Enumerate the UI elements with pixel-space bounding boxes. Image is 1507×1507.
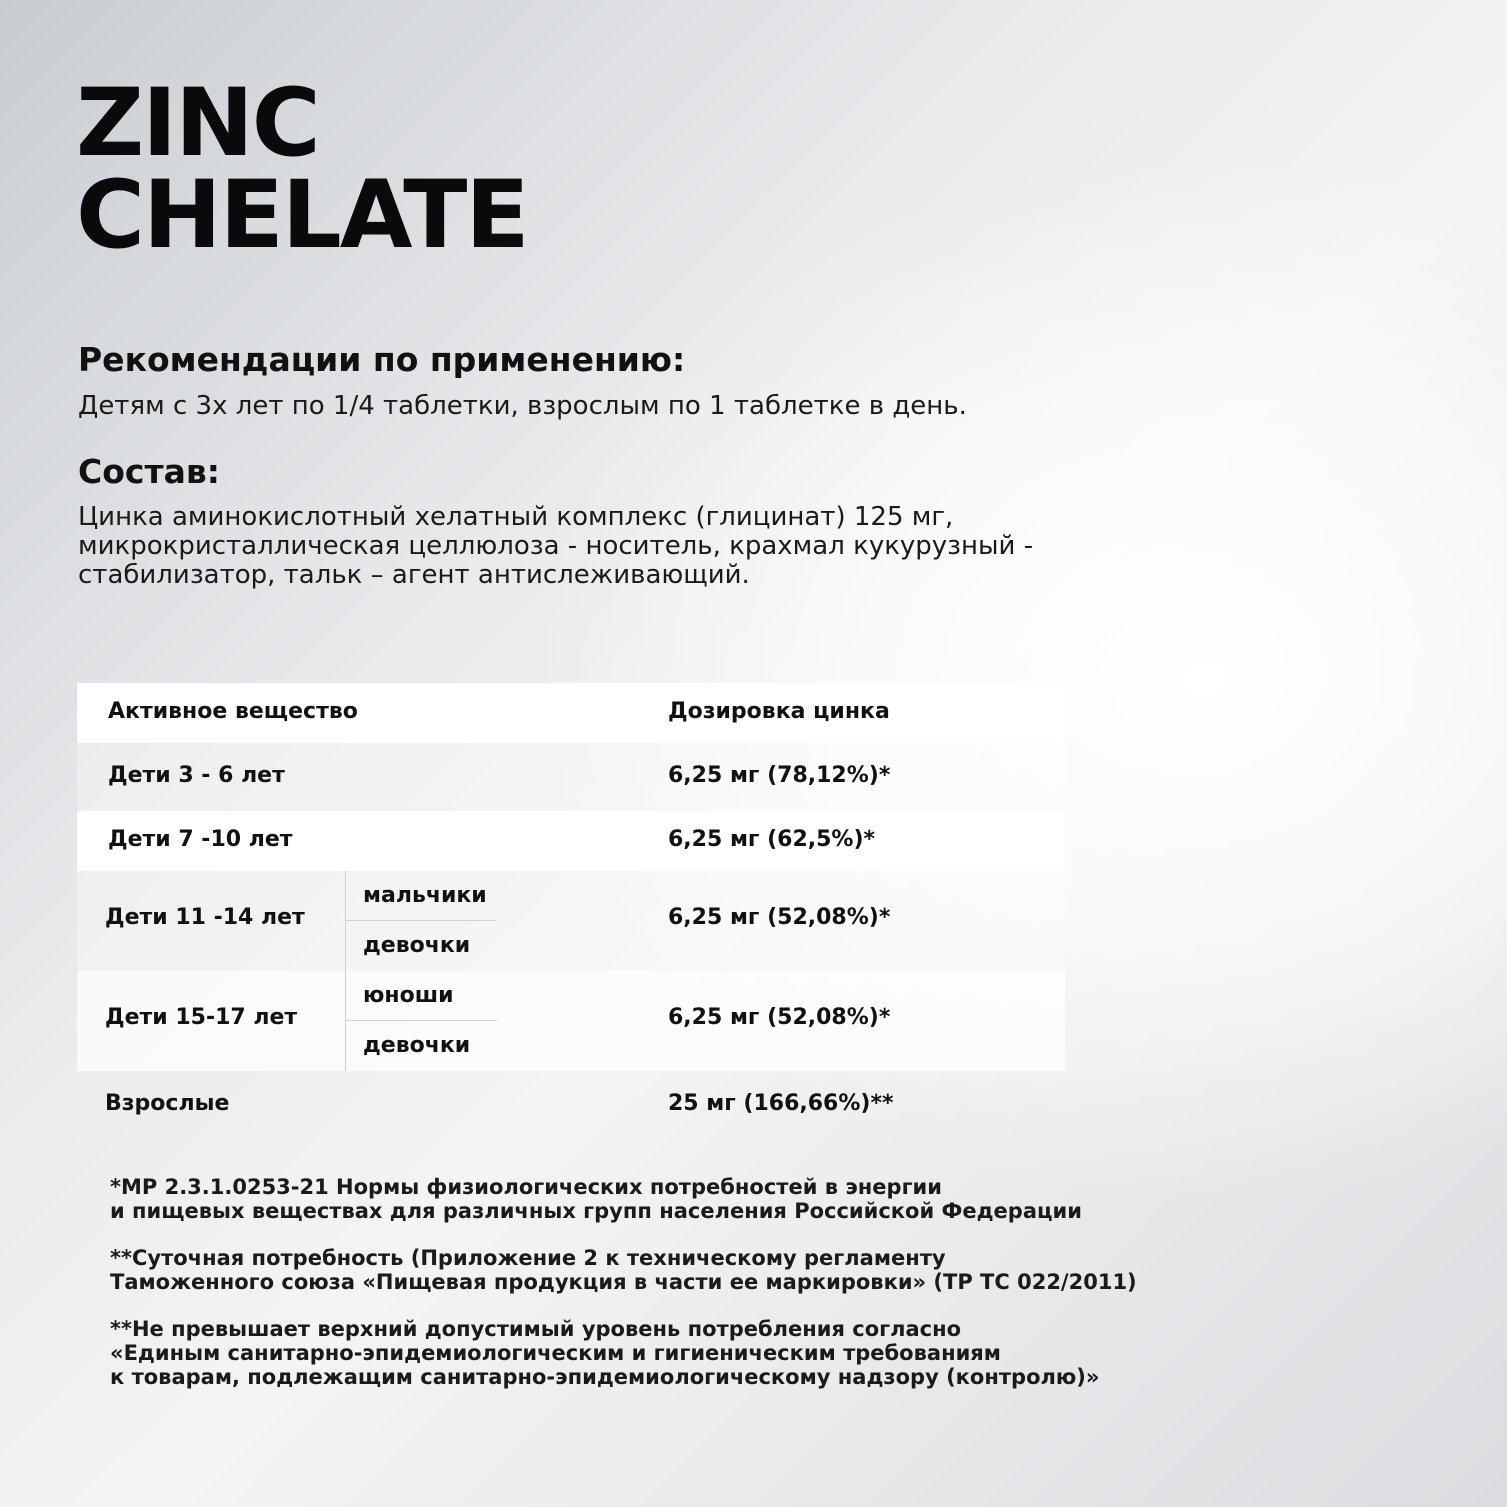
row-dose: 6,25 мг (78,12%)*	[668, 763, 891, 788]
footnote-line: «Единым санитарно-эпидемиологическим и гигиеническим требованиям	[110, 1341, 1001, 1365]
composition-line: микрокристаллическая целлюлоза - носитель, крахмал кукурузный -	[78, 531, 1034, 561]
row-dose: 6,25 мг (52,08%)*	[668, 1005, 891, 1030]
footnote-line: к товарам, подлежащим санитарно-эпидемиологическому надзору (контролю)»	[110, 1365, 1100, 1389]
row-dose: 6,25 мг (62,5%)*	[668, 827, 876, 852]
header-zinc-dosage: Дозировка цинка	[668, 699, 890, 724]
footnote	[110, 1317, 1137, 1389]
product-title-line-2: CHELATE	[76, 161, 528, 270]
row-subgroup-label: юноши	[363, 983, 454, 1008]
product-title-line-1: ZINC	[76, 69, 319, 178]
footnote-line: Таможенного союза «Пищевая продукция в части ее маркировки» (ТР ТС 022/2011)	[110, 1270, 1137, 1294]
footnote-line: *МР 2.3.1.0253-21 Нормы физиологических потребностей в энергии	[110, 1175, 942, 1199]
usage-text-line: Детям с 3х лет по 1/4 таблетки, взрослым по 1 таблетке в день.	[78, 391, 967, 421]
row-group-label: Взрослые	[105, 1091, 230, 1116]
row-group-label: Дети 3 - 6 лет	[108, 763, 285, 788]
row-dose: 6,25 мг (52,08%)*	[668, 905, 891, 930]
row-group-label: Дети 15-17 лет	[105, 1005, 298, 1030]
footnotes	[110, 1175, 1137, 1412]
footnote-line: **Не превышает верхний допустимый уровень потребления согласно	[110, 1317, 962, 1341]
row-subgroup-label: девочки	[363, 933, 471, 958]
composition-text	[78, 503, 1033, 590]
row-group-label: Дети 7 -10 лет	[108, 827, 293, 852]
header-active-substance: Активное вещество	[108, 699, 358, 724]
dosage-table	[77, 683, 1065, 1137]
row-subgroup-label: девочки	[363, 1033, 471, 1058]
row-dose: 25 мг (166,66%)**	[668, 1091, 894, 1116]
usage-text	[78, 392, 967, 421]
composition-line: Цинка аминокислотный хелатный комплекс (глицинат) 125 мг,	[78, 502, 954, 532]
footnote-line: и пищевых веществах для различных групп населения Российской Федерации	[110, 1199, 1082, 1223]
footnote	[110, 1246, 1137, 1294]
footnote	[110, 1175, 1137, 1223]
table-row	[77, 871, 1065, 971]
table-header-row	[77, 683, 1065, 743]
row-group-label: Дети 11 -14 лет	[105, 905, 305, 930]
composition-line: стабилизатор, тальк – агент антислеживающий.	[78, 560, 750, 590]
row-subgroup-label: мальчики	[363, 883, 487, 908]
product-title	[76, 69, 528, 270]
table-row	[77, 1071, 1065, 1137]
composition-heading: Состав:	[78, 452, 220, 491]
footnote-line: **Суточная потребность (Приложение 2 к техническому регламенту	[110, 1246, 946, 1270]
table-row	[77, 971, 1065, 1071]
usage-heading: Рекомендации по применению:	[78, 340, 686, 379]
table-row	[77, 743, 1065, 811]
table-row	[77, 811, 1065, 871]
